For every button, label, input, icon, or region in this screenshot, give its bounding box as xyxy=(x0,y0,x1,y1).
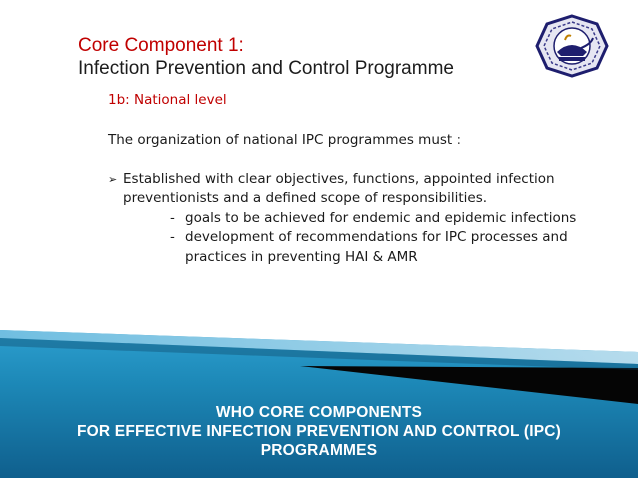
main-bullet xyxy=(108,170,628,209)
intro-colon: : xyxy=(456,132,462,148)
title-line-2: Infection Prevention and Control Programme xyxy=(78,58,454,79)
subtitle-national-level: 1b: National level xyxy=(108,92,227,108)
main-bullet-text: Established with clear objectives, functions, appointed infection preventionists and a defined scope of responsibilities. xyxy=(123,170,555,206)
footer-line-1: WHO CORE COMPONENTS xyxy=(215,404,423,421)
slide-title xyxy=(78,34,454,80)
title-line-1: Core Component 1: xyxy=(78,35,244,56)
intro-text: The organization of national IPC programmes must xyxy=(108,132,453,148)
sub-item-marker: - xyxy=(170,209,175,226)
footer-line-3: PROGRAMMES xyxy=(260,442,378,459)
footer-title xyxy=(0,403,638,460)
footer-line-2: FOR EFFECTIVE INFECTION PREVENTION AND CONTROL (IPC) xyxy=(76,423,562,440)
intro-line xyxy=(108,131,628,151)
slide-body xyxy=(108,131,628,267)
sub-item-recommendations xyxy=(108,228,628,267)
sub-item-text: goals to be achieved for endemic and epidemic infections xyxy=(185,209,577,226)
sub-item-text: development of recommendations for IPC processes and practices in preventing HAI & AMR xyxy=(185,229,568,265)
sub-item-goals xyxy=(108,209,628,229)
nursing-lamp-emblem-icon xyxy=(535,14,609,78)
arrow-bullet-icon: ➢ xyxy=(108,172,118,186)
sub-item-marker: - xyxy=(170,229,175,245)
